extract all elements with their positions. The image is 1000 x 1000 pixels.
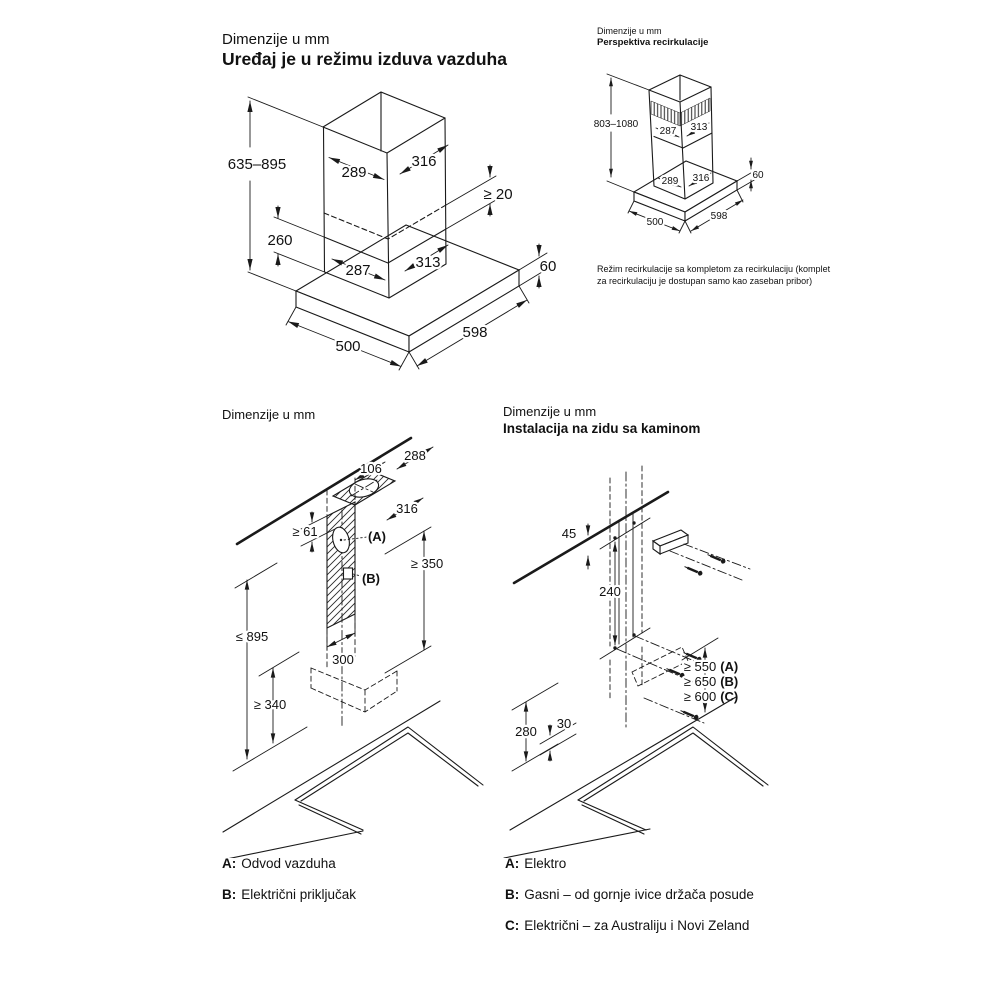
svg-text:313: 313 [415,254,441,271]
legend-left-row-a [222,856,336,871]
upper-screws [670,544,750,580]
diagram-wall-dimensions [215,428,485,858]
svg-text:316: 316 [396,501,418,516]
legend-text: Gasni – od gornje ivice držača posude [524,887,754,902]
legend-text: Elektro [524,856,567,871]
dim-max-height [233,563,307,771]
exhaust-section-header [222,30,507,70]
dim-ceiling-width [387,498,423,520]
svg-text:60: 60 [539,258,557,275]
svg-text:≥ 20: ≥ 20 [483,186,513,203]
svg-text:287: 287 [345,262,371,279]
dim-ceiling-depth [397,447,433,469]
dim-upper-width [656,126,679,137]
dim-body-height [737,158,764,191]
legend-text: Odvod vazduha [241,856,336,871]
exhaust-header-units: Dimenzije u mm [222,31,330,48]
svg-text:≥ 550(A): ≥ 550 (A) [683,659,739,674]
diagram-recirculation-isometric [585,50,815,285]
svg-text:106: 106 [360,461,382,476]
dim-top-width [329,158,384,182]
legend-left-row-b [222,887,356,902]
ceiling-duct-cutout [333,472,395,505]
svg-text:598: 598 [462,324,488,341]
svg-text:288: 288 [404,448,426,463]
label-electrical [353,571,380,586]
dim-mid-height [267,206,324,272]
electrical-outlet-hole [344,568,353,579]
wall-header-units: Dimenzije u mm [222,407,316,422]
dim-overlap-gap [483,165,512,216]
dim-body-height [519,244,556,288]
dim-min-clearance [254,652,299,743]
svg-text:≥ 350: ≥ 350 [410,556,444,571]
svg-text:598: 598 [710,211,728,222]
exhaust-header-title: Uređaj je u režimu izduva vazduha [222,49,507,69]
svg-text:300: 300 [332,652,354,667]
svg-text:260: 260 [267,232,293,249]
svg-text:240: 240 [599,584,621,599]
svg-text:≥ 61: ≥ 61 [292,524,318,539]
lower-mount-holes [600,628,650,659]
dim-height-range [594,74,649,192]
svg-text:313: 313 [690,122,708,133]
svg-text:(A): (A) [367,529,387,544]
svg-text:(B): (B) [361,571,381,586]
dim-lower-height [512,683,558,771]
svg-text:30: 30 [556,716,572,731]
svg-text:316: 316 [411,153,437,170]
legend-key: A: [222,856,237,871]
dim-lower-width [658,176,681,187]
svg-text:≥ 650(B): ≥ 650 (B) [683,674,739,689]
legend-key: B: [505,887,520,902]
legend-key: C: [505,918,520,933]
svg-text:803–1080: 803–1080 [593,119,639,130]
legend-text: Električni priključak [241,887,357,902]
dim-height-range [228,97,323,291]
dim-min-front [385,527,443,673]
vent-slats-left [651,101,680,126]
svg-text:316: 316 [692,173,710,184]
wall-mounting-strip [327,478,355,726]
chimney-header-units: Dimenzije u mm [503,404,597,419]
legend-key: B: [222,887,237,902]
upper-mount-holes [600,518,650,549]
hood-dashed-outline [311,668,397,712]
svg-text:500: 500 [335,338,361,355]
svg-text:≥ 340: ≥ 340 [253,697,287,712]
wall-section-header [222,407,315,423]
dim-top-depth [400,145,448,174]
svg-text:289: 289 [341,164,367,181]
svg-text:289: 289 [661,176,679,187]
dim-upper-depth [687,122,709,136]
ceiling-line [514,492,668,583]
legend-text: Električni – za Australiju i Novi Zeland [524,918,750,933]
legend-right-row-b [505,887,754,902]
chimney-header-title: Instalacija na zidu sa kaminom [503,421,701,436]
svg-text:500: 500 [646,217,664,228]
legend-key: A: [505,856,520,871]
dim-edge-gap [540,716,576,761]
legend-right-row-c [505,918,749,933]
cooktop-outline [504,697,768,858]
svg-text:287: 287 [659,126,677,137]
recirc-header-title: Perspektiva recirkulacije [597,37,709,48]
legend-right-row-a [505,856,566,871]
svg-text:45: 45 [561,526,577,541]
mounting-bracket [653,530,688,554]
cooktop-outline [217,701,483,858]
diagram-chimney-installation [498,428,798,858]
diagram-exhaust-isometric [208,85,568,395]
svg-text:635–895: 635–895 [227,156,287,173]
recirc-header-units: Dimenzije u mm [597,26,662,36]
svg-text:60: 60 [752,170,764,181]
recirc-note: Režim recirkulacije sa kompletom za recirkulaciju (komplet za recirkulaciju je dostupan samo kao zaseban pribor) [597,264,831,286]
recirc-section-header [597,26,708,49]
svg-text:≥ 600(C): ≥ 600 (C) [683,689,739,704]
svg-text:≤ 895: ≤ 895 [235,629,269,644]
svg-text:280: 280 [515,724,537,739]
